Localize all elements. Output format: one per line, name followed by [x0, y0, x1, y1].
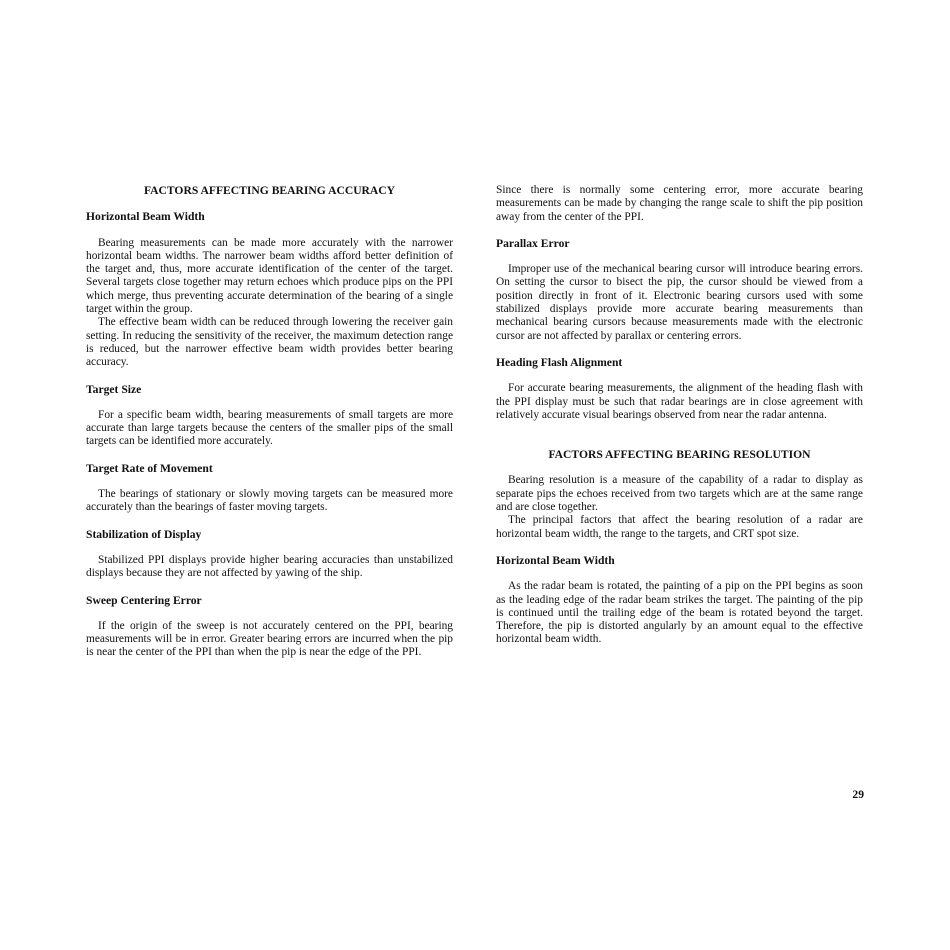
paragraph-parallax: Improper use of the mechanical bearing cursor will introduce bearing errors. On setting the cursor to bisect the pip, the cursor should be viewed from a position directly in front of it. Electronic bearing cursors used with some stabilized displays provide more accurate bearing measurements than mechanical bearing cursors because measurements made with the electronic cursor are not affected by parallax or centering errors. [496, 263, 863, 342]
heading-sweep-centering-error: Sweep Centering Error [86, 593, 202, 607]
paragraph-stabilization: Stabilized PPI displays provide higher bearing accuracies than unstabilized displays because they are not affected by yawing of the ship. [86, 553, 453, 580]
left-column [86, 184, 453, 660]
heading-parallax-error: Parallax Error [496, 236, 570, 250]
section-title-bearing-resolution: FACTORS AFFECTING BEARING RESOLUTION [548, 448, 811, 462]
paragraph-centering-continued: Since there is normally some centering error, more accurate bearing measurements can be made by changing the range scale to shift the pip position away from the center of the PPI. [496, 184, 863, 223]
page-number: 29 [852, 788, 864, 801]
right-column [496, 184, 863, 647]
paragraph-target-size: For a specific beam width, bearing measurements of small targets are more accurate than large targets because the centers of the smaller pips of the small targets can be identified more accurately. [86, 408, 453, 448]
section-title-bearing-accuracy: FACTORS AFFECTING BEARING ACCURACY [143, 184, 396, 197]
heading-horizontal-beam-width: Horizontal Beam Width [86, 210, 205, 224]
paragraph-heading-flash: For accurate bearing measurements, the alignment of the heading flash with the PPI display must be such that radar bearings are in close agreement with relatively accurate visual bearings observed from near the radar antenna. [496, 382, 863, 421]
paragraph-beam-painting: As the radar beam is rotated, the painting of a pip on the PPI begins as soon as the leading edge of the radar beam strikes the target. The painting of the pip is continued until the trailing edge of the beam is rotated beyond the target. Therefore, the pip is distorted angularly by an amount equal to the effective horizontal beam width. [496, 580, 863, 646]
heading-heading-flash-alignment: Heading Flash Alignment [496, 355, 623, 369]
heading-target-rate-of-movement: Target Rate of Movement [86, 461, 213, 475]
paragraph-resolution-1: Bearing resolution is a measure of the capability of a radar to display as separate pips the echoes received from two targets which are at the same range and are close together. [496, 474, 863, 514]
paragraph-resolution-2: The principal factors that affect the bearing resolution of a radar are horizontal beam width, the range to the targets, and CRT spot size. [496, 514, 863, 540]
paragraph-beam-width-1: Bearing measurements can be made more accurately with the narrower horizontal beam widths. The narrower beam widths afford better definition of the target and, thus, more accurate identification of the center of the target. Several targets close together may return echoes which produce pips on the PPI which merge, thus preventing accurate determination of the bearing of a single target within the group. [86, 236, 453, 316]
heading-horizontal-beam-width-resolution: Horizontal Beam Width [496, 553, 615, 567]
paragraph-beam-width-2: The effective beam width can be reduced through lowering the receiver gain setting. In reducing the sensitivity of the receiver, the maximum detection range is reduced, but the narrower effective beam width provides better bearing accuracy. [86, 316, 453, 369]
paragraph-sweep-centering: If the origin of the sweep is not accurately centered on the PPI, bearing measurements will be in error. Greater bearing errors are incurred when the pip is near the center of the PPI than when the pip is near the edge of the PPI. [86, 619, 453, 659]
heading-stabilization: Stabilization of Display [86, 527, 202, 541]
heading-target-size: Target Size [86, 382, 142, 396]
paragraph-target-rate: The bearings of stationary or slowly moving targets can be measured more accurately than the bearings of faster moving targets. [86, 488, 453, 514]
